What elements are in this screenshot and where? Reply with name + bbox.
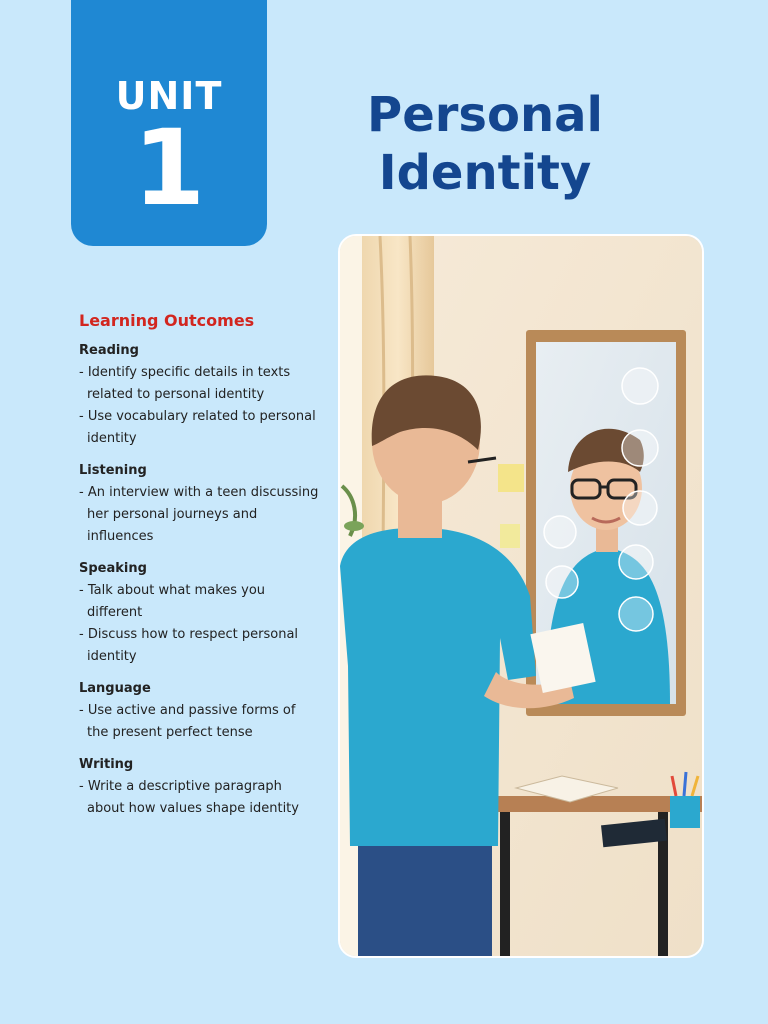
unit-label: UNIT: [115, 74, 223, 118]
outcome-item: - Identify specific details in texts related to personal identity: [79, 365, 291, 402]
unit-number: 1: [132, 107, 206, 229]
outcome-item: - Use vocabulary related to personal identity: [79, 409, 316, 446]
page-title: [340, 86, 630, 202]
section-title-speaking: Speaking: [79, 561, 147, 576]
outcome-item: - Discuss how to respect personal identity: [79, 627, 299, 664]
sticky-note: [500, 524, 520, 548]
learning-outcomes-heading: Learning Outcomes: [79, 311, 255, 330]
title-line-1: Personal: [367, 87, 603, 143]
outcome-item: - Write a descriptive paragraph about how values shape identity: [79, 779, 299, 816]
illustration-svg: [340, 236, 702, 956]
outcome-item: - Use active and passive forms of the present perfect tense: [79, 703, 296, 740]
section-title-language: Language: [79, 681, 151, 696]
learning-outcomes: [79, 310, 319, 820]
outcome-item: - An interview with a teen discussing her personal journeys and influences: [79, 485, 319, 544]
section-title-reading: Reading: [79, 343, 139, 358]
section-title-writing: Writing: [79, 757, 134, 772]
unit-tab: [71, 0, 267, 246]
title-line-2: Identity: [378, 145, 592, 201]
section-title-listening: Listening: [79, 463, 147, 478]
illustration-boy-at-mirror: [338, 234, 704, 958]
sticky-note: [498, 464, 524, 492]
pencil-cup: [670, 796, 700, 828]
boy-jeans: [358, 846, 492, 956]
outcome-item: - Talk about what makes you different: [79, 583, 266, 620]
